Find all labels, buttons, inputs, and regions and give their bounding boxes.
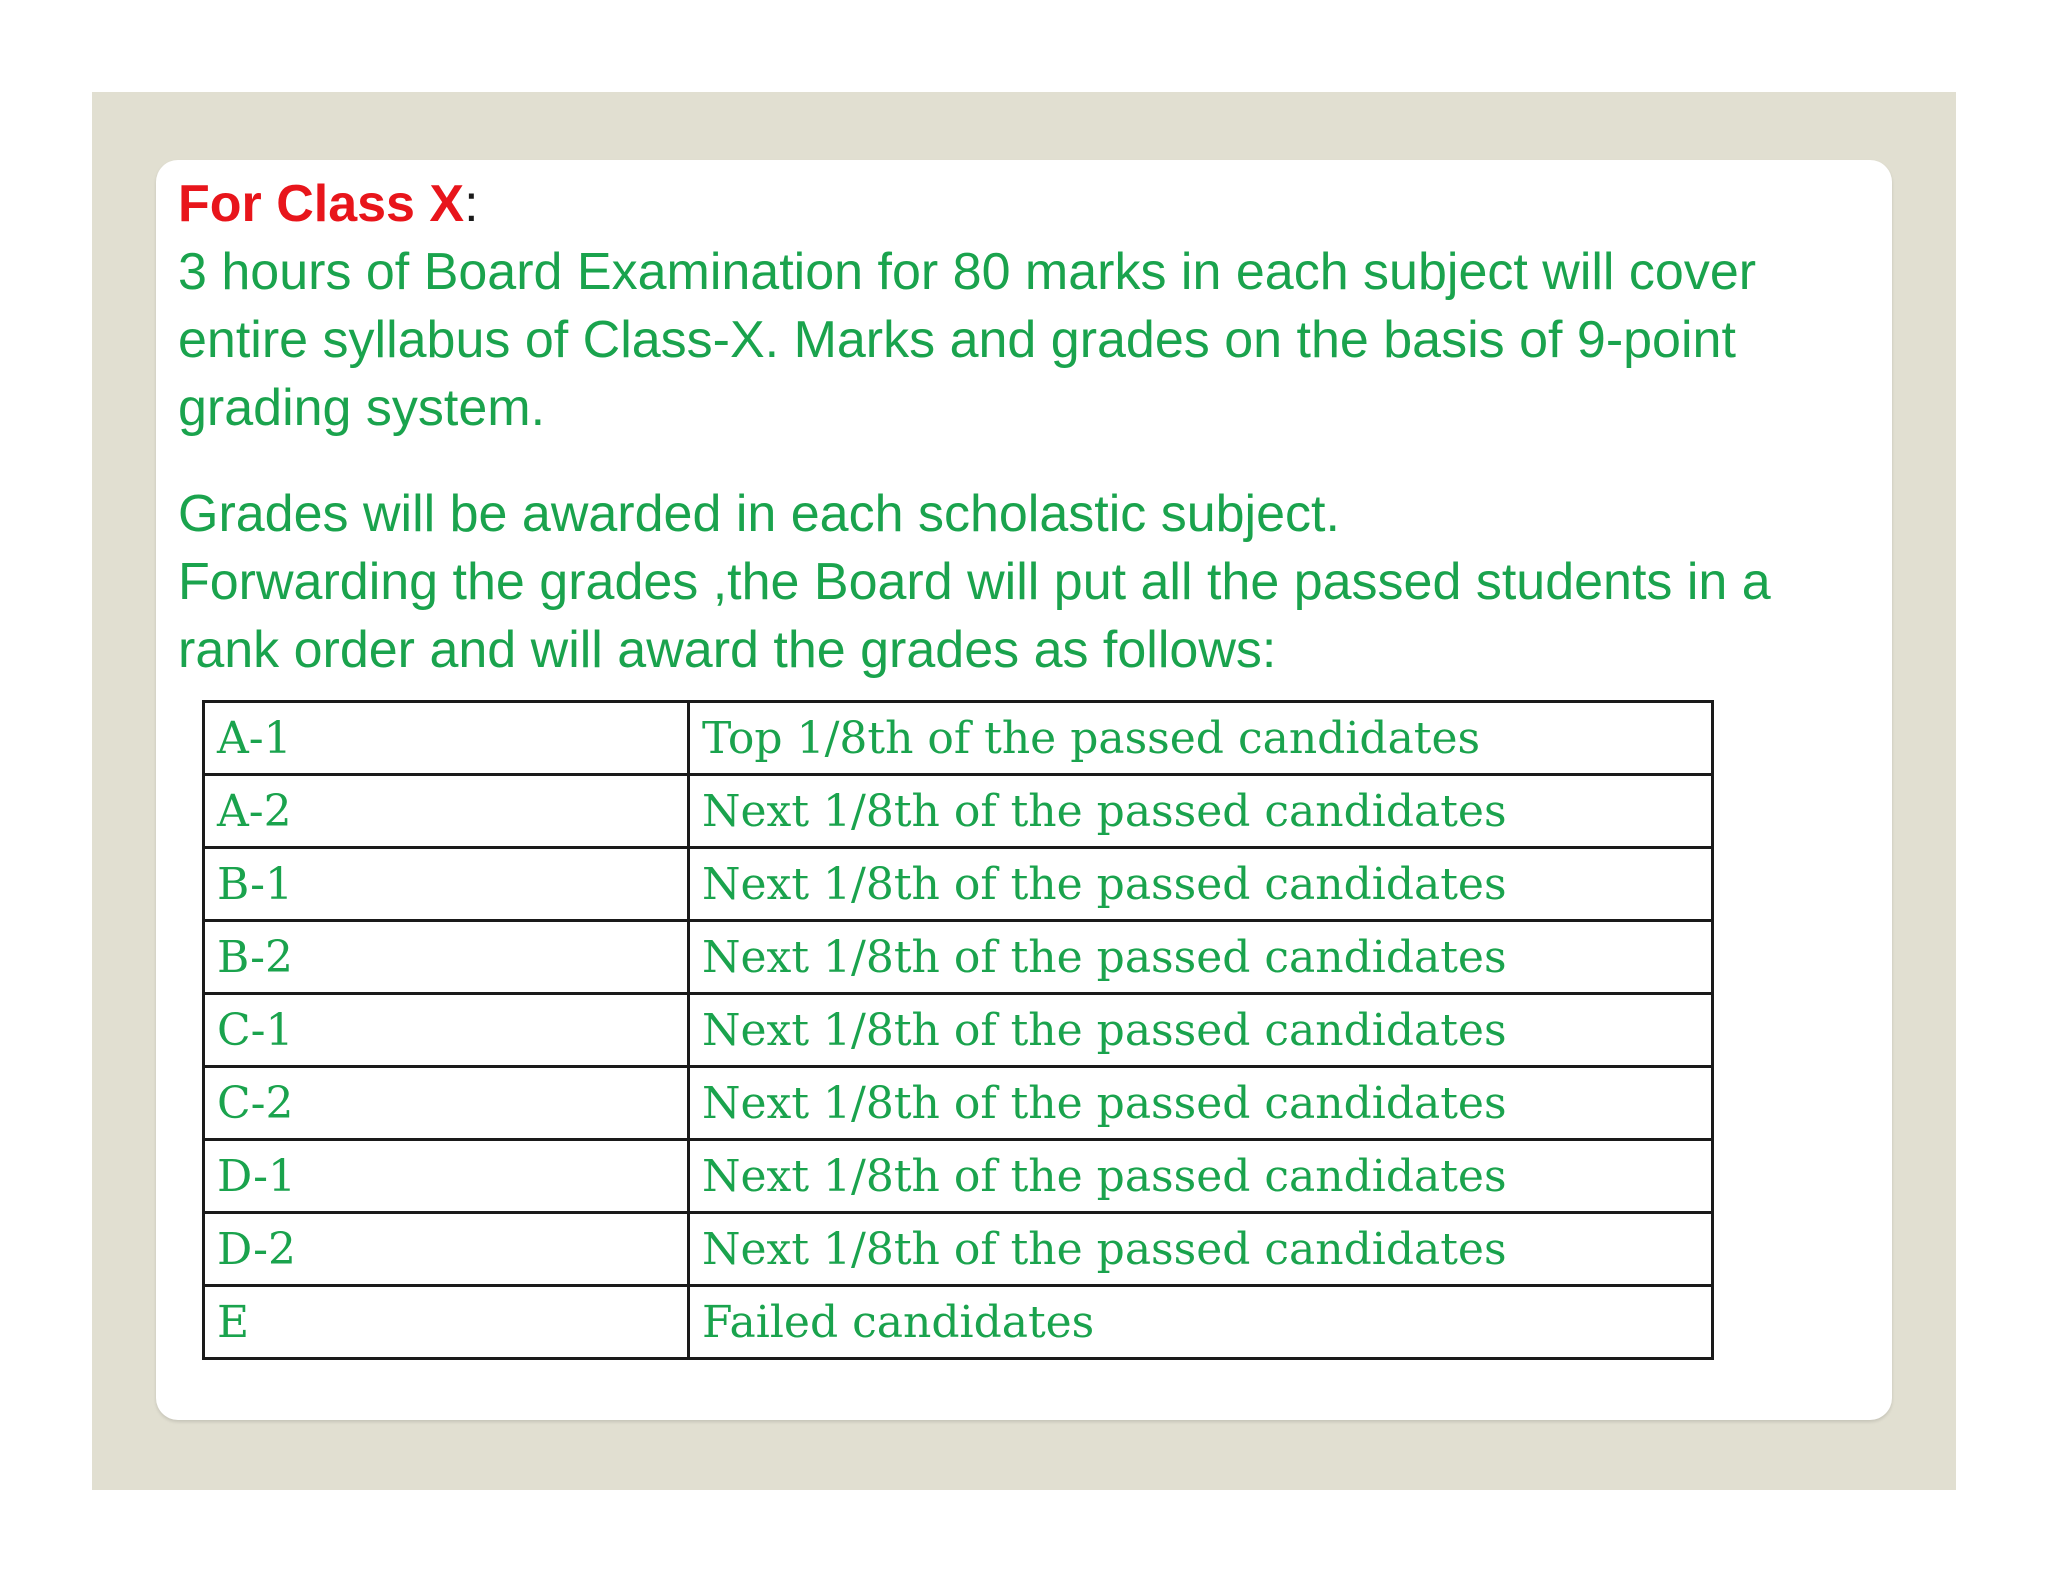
grade-cell: C-2 <box>204 1067 689 1140</box>
grades-paragraph-line2: Forwarding the grades ,the Board will put all the passed students in a rank order and will award the grades as follows: <box>178 553 1771 679</box>
description-cell: Next 1/8th of the passed candidates <box>689 848 1713 921</box>
table-row <box>204 1286 1713 1359</box>
slide-text <box>178 170 1878 684</box>
description-cell: Top 1/8th of the passed candidates <box>689 702 1713 775</box>
slide-frame <box>92 92 1956 1490</box>
table-row <box>204 994 1713 1067</box>
table-row <box>204 775 1713 848</box>
description-cell: Next 1/8th of the passed candidates <box>689 921 1713 994</box>
heading-colon: : <box>464 175 479 233</box>
description-cell: Next 1/8th of the passed candidates <box>689 994 1713 1067</box>
grades-paragraph-line1: Grades will be awarded in each scholastic subject. <box>178 485 1340 543</box>
table-row <box>204 1140 1713 1213</box>
grade-table <box>202 700 1714 1360</box>
description-cell: Next 1/8th of the passed candidates <box>689 1213 1713 1286</box>
table-row <box>204 848 1713 921</box>
description-cell: Failed candidates <box>689 1286 1713 1359</box>
grade-cell: A-2 <box>204 775 689 848</box>
description-cell: Next 1/8th of the passed candidates <box>689 1067 1713 1140</box>
intro-paragraph: 3 hours of Board Examination for 80 marks in each subject will cover entire syllabus of Class-X. Marks and grades on the basis of 9-point grading system. <box>178 243 1757 437</box>
table-row <box>204 921 1713 994</box>
grade-cell: D-2 <box>204 1213 689 1286</box>
table-row <box>204 1067 1713 1140</box>
grade-cell: E <box>204 1286 689 1359</box>
grade-cell: A-1 <box>204 702 689 775</box>
heading-title: For Class X <box>178 175 465 233</box>
grade-cell: B-2 <box>204 921 689 994</box>
table-row <box>204 1213 1713 1286</box>
description-cell: Next 1/8th of the passed candidates <box>689 775 1713 848</box>
slide-heading <box>178 170 1878 238</box>
grade-cell: C-1 <box>204 994 689 1067</box>
grade-cell: B-1 <box>204 848 689 921</box>
table-row <box>204 702 1713 775</box>
grade-cell: D-1 <box>204 1140 689 1213</box>
description-cell: Next 1/8th of the passed candidates <box>689 1140 1713 1213</box>
slide-card <box>156 160 1892 1420</box>
